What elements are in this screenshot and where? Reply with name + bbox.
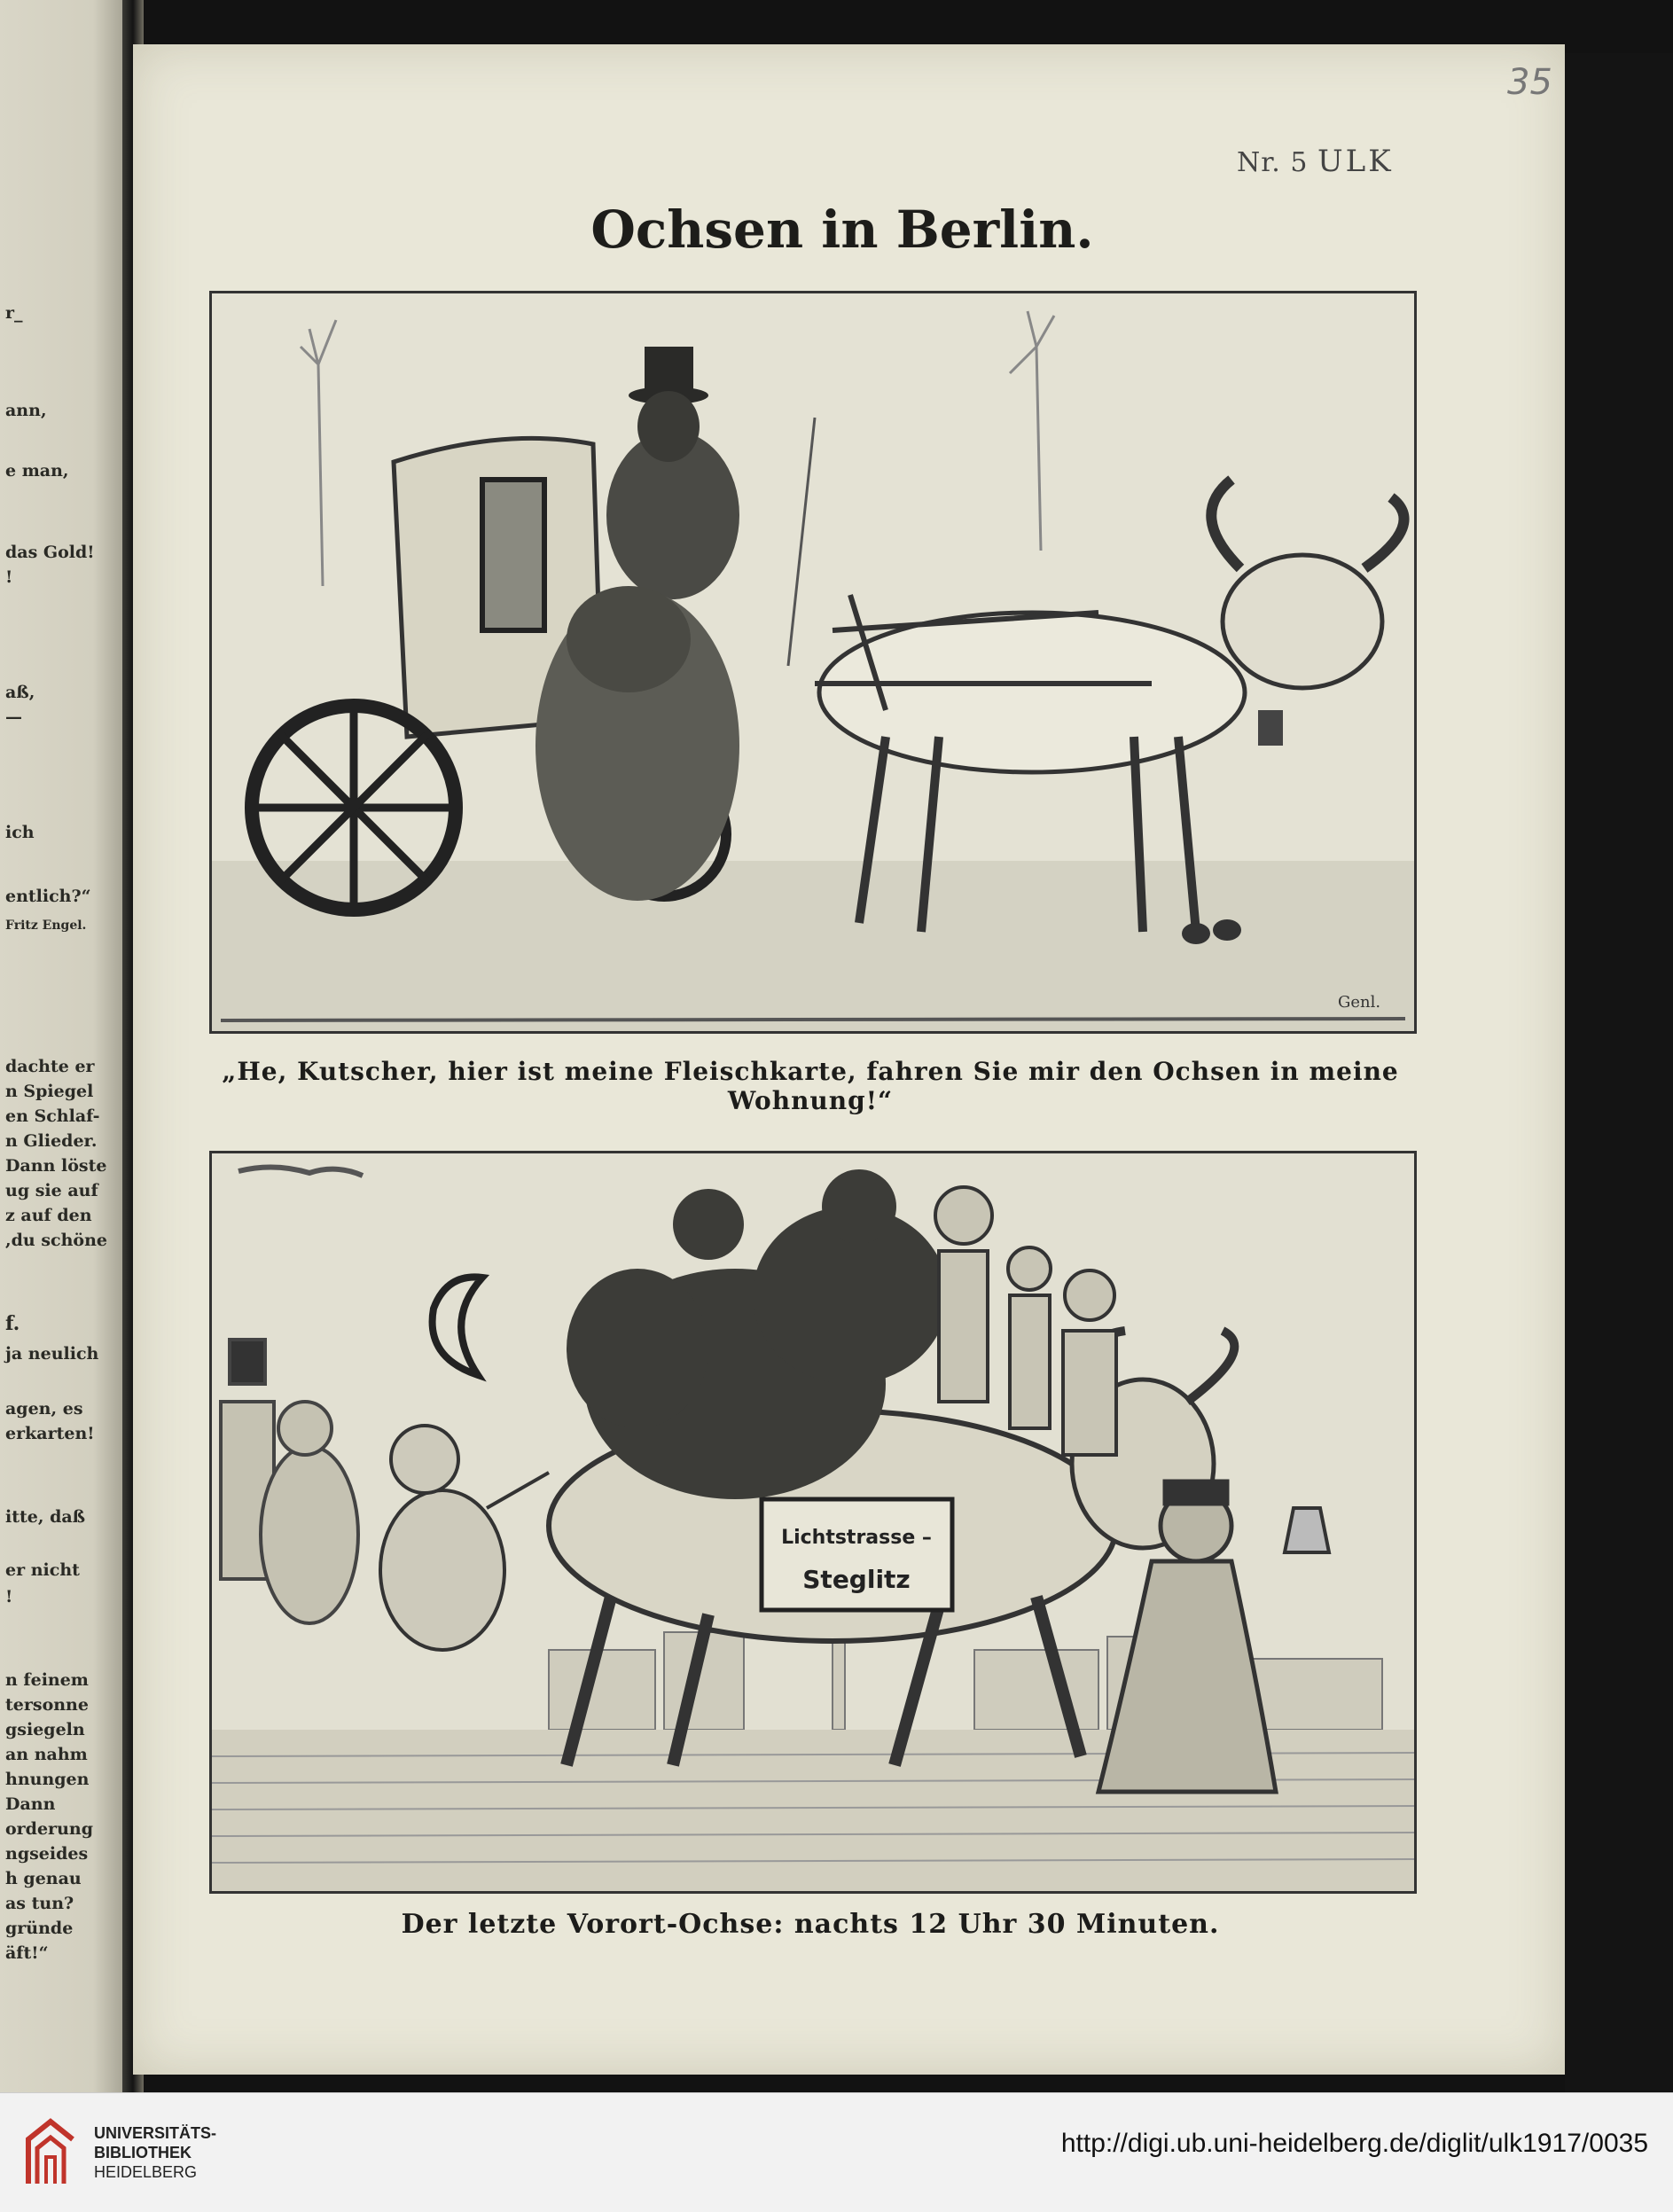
cartoon-suburban-ox [209, 1151, 1417, 1894]
left-text-fragment: dachte er [5, 1057, 95, 1076]
left-text-fragment: ich [5, 823, 35, 842]
institution-line-2: BIBLIOTHEK [94, 2144, 192, 2161]
suburban-ox-drawing [212, 1153, 1414, 1891]
right-dark-edge [1565, 53, 1673, 2092]
left-text-fragment: entlich?“ [5, 887, 91, 906]
left-text-fragment: r_ [5, 303, 23, 323]
left-text-fragment: f. [5, 1312, 20, 1335]
left-text-fragment: Dann löste [5, 1156, 107, 1176]
left-text-fragment: erkarten! [5, 1424, 95, 1443]
left-text-fragment: en Schlaf- [5, 1106, 100, 1126]
left-page-edge [0, 0, 133, 2092]
caption-cartoon-1: „He, Kutscher, hier ist meine Fleischkarte, fahren Sie mir den Ochsen in meine Wohnung!“ [222, 1057, 1399, 1115]
university-library-logo-icon [20, 2113, 82, 2192]
caption-cartoon-2: Der letzte Vorort-Ochse: nachts 12 Uhr 30 Minuten. [401, 1909, 1220, 1940]
left-text-fragment: ! [5, 1587, 13, 1606]
left-text-fragment: itte, daß [5, 1507, 86, 1527]
left-text-fragment: orderung [5, 1819, 93, 1839]
left-text-fragment: er nicht [5, 1560, 80, 1580]
library-footer [0, 2092, 1673, 2212]
left-text-fragment: hnungen [5, 1770, 90, 1789]
left-text-fragment: gsiegeln [5, 1720, 85, 1739]
left-text-fragment: gründe [5, 1919, 74, 1938]
sign-line-2: Steglitz [802, 1565, 911, 1594]
left-text-fragment: ! [5, 567, 13, 587]
left-text-fragment: an nahm [5, 1745, 88, 1764]
left-text-fragment: Dann [5, 1794, 56, 1814]
page-number: 35 [1507, 62, 1552, 103]
carriage-window [482, 480, 544, 630]
running-header [1237, 144, 1394, 179]
left-text-fragment: — [5, 707, 22, 727]
institution-line-3: HEIDELBERG [94, 2163, 198, 2181]
left-text-fragment: n Glieder. [5, 1131, 98, 1151]
street-ground [212, 861, 1414, 1031]
rider [1063, 1331, 1116, 1455]
magazine-name: ULK [1317, 144, 1394, 179]
left-text-fragment: Fritz Engel. [5, 918, 87, 933]
left-text-fragment: tersonne [5, 1695, 89, 1715]
cartoon-ox-cab [209, 291, 1417, 1034]
left-text-fragment: äft!“ [5, 1943, 49, 1963]
left-text-fragment: as tun? [5, 1894, 74, 1913]
left-text-fragment: h genau [5, 1869, 82, 1888]
hand-bell [1285, 1508, 1329, 1552]
left-text-fragment: das Gold! [5, 543, 95, 562]
sign-line-1: Lichtstrasse – [781, 1527, 932, 1549]
left-text-fragment: agen, es [5, 1399, 83, 1419]
left-text-fragment: z auf den [5, 1206, 92, 1225]
issue-number: Nr. 5 [1237, 147, 1309, 178]
ox-head [1223, 555, 1382, 688]
ox-cab-drawing [212, 293, 1414, 1031]
left-text-fragment: ann, [5, 401, 47, 420]
left-text-fragment: n feinem [5, 1670, 89, 1690]
left-text-fragment: ug sie auf [5, 1181, 98, 1200]
artist-signature: Genl. [1338, 993, 1381, 1012]
standing-man [939, 1251, 988, 1402]
left-text-fragment: ja neulich [5, 1344, 99, 1364]
institution-line-1: UNIVERSITÄTS- [94, 2124, 217, 2142]
left-text-fragment: n Spiegel [5, 1082, 94, 1101]
left-text-fragment: aß, [5, 683, 35, 702]
left-text-fragment: e man, [5, 461, 69, 481]
page-title: Ochsen in Berlin. [590, 199, 1094, 260]
left-text-fragment: ,du schöne [5, 1231, 107, 1250]
left-text-fragment: ngseides [5, 1844, 89, 1864]
institution-name [94, 2123, 216, 2182]
ox-bell [1258, 710, 1283, 746]
standing-boy [1010, 1295, 1050, 1428]
source-url[interactable]: http://digi.ub.uni-heidelberg.de/diglit/ulk1917/0035 [1060, 2129, 1648, 2158]
